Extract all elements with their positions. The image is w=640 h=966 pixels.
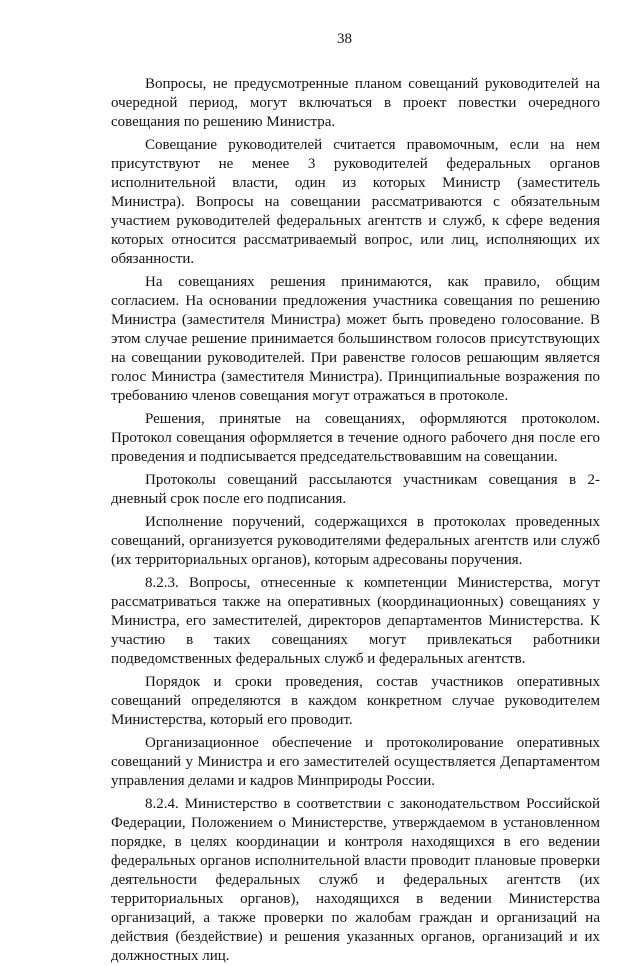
paragraph-4: Решения, принятые на совещаниях, оформляются протоколом. Протокол совещания оформляется в течение одного рабочего дня после его проведения и подписывается председательствовавшим на совещании. [111,411,600,465]
page-number: 38 [337,31,352,47]
paragraph-9: Организационное обеспечение и протоколирование оперативных совещаний у Министра и его заместителей осуществляется Департаментом управления делами и кадров Минприроды России. [111,735,600,789]
paragraph-1: Вопросы, не предусмотренные планом совещаний руководителей на очередной период, могут включаться в проект повестки очередного совещания по решению Министра. [111,76,600,130]
paragraph-8: Порядок и сроки проведения, состав участников оперативных совещаний определяются в каждом конкретном случае руководителем Министерства, который его проводит. [111,674,600,728]
paragraph-6: Исполнение поручений, содержащихся в протоколах проведенных совещаний, организуется руководителями федеральных агентств или служб (их территориальных органов), которым адресованы поручения. [111,514,600,568]
paragraph-2: Совещание руководителей считается правомочным, если на нем присутствуют не менее 3 руководителей федеральных органов исполнительной власти, один из которых Министр (заместитель Министра). Вопросы на совещании рассматриваются с обязательным участием руководителей федеральных агентств и служб, к сфере ведения которых относится рассматриваемый вопрос, или лиц, исполняющих их обязанности. [111,137,600,267]
paragraph-section-8-2-3: 8.2.3. Вопросы, отнесенные к компетенции Министерства, могут рассматриваться также на оперативных (координационных) совещаниях у Министра, его заместителей, директоров департаментов Министерства. К участию в таких совещаниях могут привлекаться работники подведомственных федеральных служб и федеральных агентств. [111,575,600,667]
paragraph-3: На совещаниях решения принимаются, как правило, общим согласием. На основании предложения участника совещания по решению Министра (заместителя Министра) может быть проведено голосование. В этом случае решение принимается большинством голосов присутствующих на совещании руководителей. При равенстве голосов решающим является голос Министра (заместителя Министра). Принципиальные возражения по требованию членов совещания могут отражаться в протоколе. [111,274,600,404]
paragraph-section-8-2-4: 8.2.4. Министерство в соответствии с законодательством Российской Федерации, Положением о Министерстве, утверждаемом в установленном порядке, в целях координации и контроля находящихся в его ведении федеральных органов исполнительной власти проводит плановые проверки деятельности федеральных служб и федеральных агентств (их территориальных органов), находящихся в ведении Министерства организаций, а также проверки по жалобам граждан и организаций на действия (бездействие) и решения указанных органов, организаций и их должностных лиц. [111,796,600,964]
paragraph-5: Протоколы совещаний рассылаются участникам совещания в 2-дневный срок после его подписания. [111,472,600,507]
